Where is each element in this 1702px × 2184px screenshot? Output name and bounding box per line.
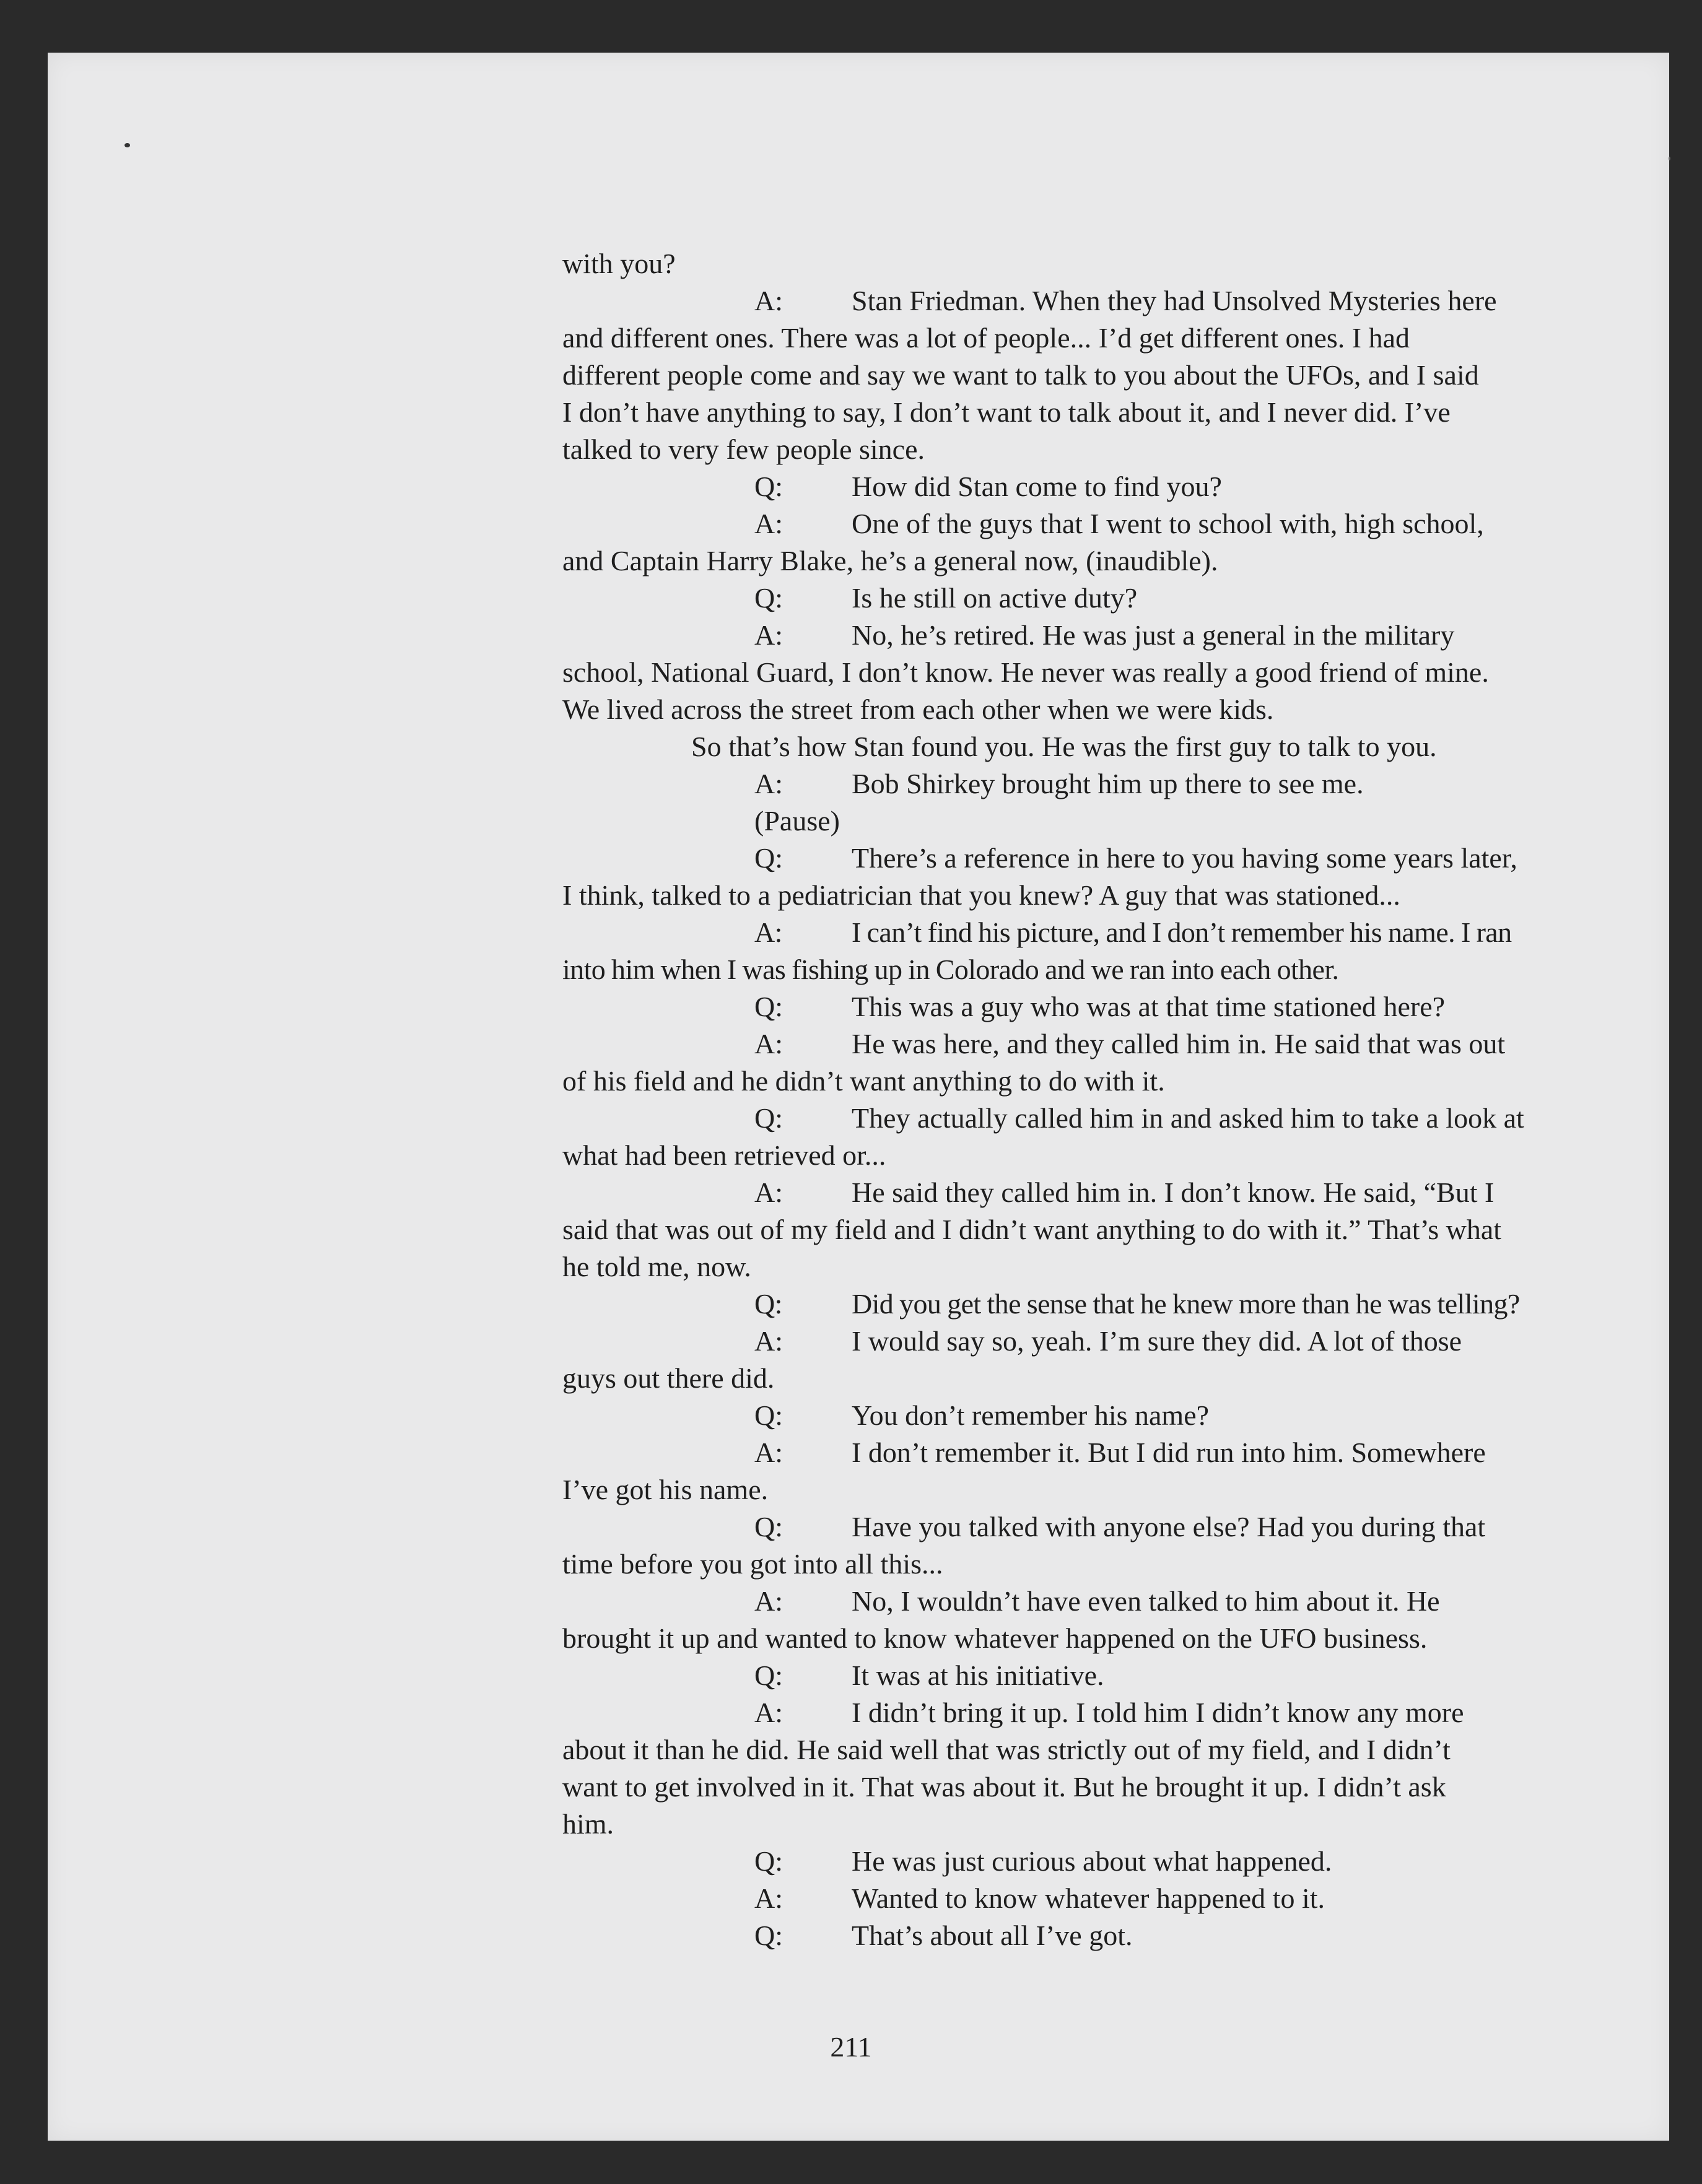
transcript-line — [562, 1063, 1553, 1100]
line-text: want to get involved in it. That was about it. But he brought it up. I didn’t ask — [562, 1771, 1446, 1803]
line-text: I’ve got his name. — [562, 1474, 769, 1505]
transcript-line — [562, 1025, 1553, 1063]
line-text: He was just curious about what happened. — [852, 1845, 1332, 1877]
transcript-line — [562, 1397, 1553, 1434]
line-text: brought it up and wanted to know whatever happened on the UFO business. — [562, 1622, 1428, 1654]
line-text: Is he still on active duty? — [852, 582, 1138, 614]
line-text: (Pause) — [754, 805, 840, 837]
speaker-label: Q: — [754, 1288, 782, 1320]
line-text: time before you got into all this... — [562, 1548, 943, 1580]
scan-speck — [124, 143, 130, 147]
line-text: with you? — [562, 248, 676, 279]
transcript-line — [562, 1100, 1553, 1137]
transcript-line — [562, 617, 1553, 654]
line-text: They actually called him in and asked him to take a look at — [852, 1102, 1524, 1134]
transcript-line — [562, 1546, 1553, 1583]
transcript-body — [562, 245, 1553, 1954]
transcript-line — [562, 1323, 1553, 1360]
line-text: about it than he did. He said well that was strictly out of my field, and I didn’t — [562, 1734, 1451, 1765]
transcript-line — [562, 1434, 1553, 1471]
transcript-line — [562, 1657, 1553, 1694]
speaker-label: Q: — [754, 582, 783, 614]
line-text: We lived across the street from each other when we were kids. — [562, 694, 1274, 725]
transcript-line — [562, 468, 1553, 505]
speaker-label: A: — [754, 768, 783, 799]
transcript-line — [562, 691, 1553, 728]
transcript-line — [562, 431, 1553, 468]
line-text: One of the guys that I went to school with, high school, — [852, 508, 1484, 539]
transcript-line — [562, 580, 1553, 617]
line-text: different people come and say we want to talk to you about the UFOs, and I said — [562, 359, 1479, 391]
line-text: and Captain Harry Blake, he’s a general now, (inaudible). — [562, 545, 1218, 576]
line-text: No, I wouldn’t have even talked to him about it. He — [852, 1585, 1440, 1617]
transcript-line — [562, 1471, 1553, 1508]
transcript-line — [562, 1731, 1553, 1769]
speaker-label: A: — [754, 916, 782, 948]
line-text: Have you talked with anyone else? Had you during that — [852, 1511, 1486, 1542]
speaker-label: Q: — [754, 1399, 783, 1431]
transcript-line — [562, 357, 1553, 394]
line-text: Stan Friedman. When they had Unsolved Mysteries here — [852, 285, 1497, 316]
transcript-line — [562, 765, 1553, 803]
transcript-line — [562, 320, 1553, 357]
page-number: 211 — [830, 2031, 872, 2063]
speaker-label: Q: — [754, 1660, 783, 1691]
transcript-line — [562, 1917, 1553, 1954]
transcript-line — [562, 1508, 1553, 1546]
transcript-line — [562, 951, 1553, 988]
line-text: He was here, and they called him in. He said that was out — [852, 1028, 1506, 1059]
line-text: Bob Shirkey brought him up there to see me. — [852, 768, 1364, 799]
speaker-label: A: — [754, 1028, 783, 1059]
transcript-line — [562, 282, 1553, 320]
transcript-line — [562, 1769, 1553, 1806]
speaker-label: A: — [754, 285, 783, 316]
line-text: he told me, now. — [562, 1251, 751, 1282]
line-text: Wanted to know whatever happened to it. — [852, 1882, 1325, 1914]
speaker-label: A: — [754, 1697, 783, 1728]
line-text: I think, talked to a pediatrician that you knew? A guy that was stationed... — [562, 879, 1400, 911]
transcript-line — [562, 1880, 1553, 1917]
speaker-label: A: — [754, 1437, 783, 1468]
line-text: You don’t remember his name? — [852, 1399, 1210, 1431]
line-text: Did you get the sense that he knew more than he was telling? — [852, 1288, 1520, 1320]
line-text: He said they called him in. I don’t know. He said, “But I — [852, 1177, 1495, 1208]
transcript-line — [562, 1137, 1553, 1174]
line-text: him. — [562, 1808, 614, 1840]
line-text: It was at his initiative. — [852, 1660, 1104, 1691]
speaker-label: Q: — [754, 1102, 783, 1134]
speaker-label: A: — [754, 1177, 783, 1208]
transcript-line — [562, 654, 1553, 691]
transcript-line — [562, 1620, 1553, 1657]
transcript-line — [562, 840, 1553, 877]
line-text: So that’s how Stan found you. He was the first guy to talk to you. — [691, 731, 1437, 762]
line-text: into him when I was fishing up in Colorado and we ran into each other. — [562, 954, 1339, 985]
speaker-label: Q: — [754, 991, 783, 1022]
transcript-line — [562, 803, 1553, 840]
transcript-line — [562, 542, 1553, 580]
line-text: what had been retrieved or... — [562, 1139, 886, 1171]
transcript-line — [562, 877, 1553, 914]
line-text: This was a guy who was at that time stationed here? — [852, 991, 1446, 1022]
speaker-label: A: — [754, 508, 783, 539]
transcript-line — [562, 1583, 1553, 1620]
transcript-line — [562, 1174, 1553, 1211]
transcript-line — [562, 505, 1553, 542]
transcript-line — [562, 1248, 1553, 1286]
speaker-label: Q: — [754, 471, 783, 502]
speaker-label: Q: — [754, 1845, 783, 1877]
transcript-line — [562, 1286, 1553, 1323]
scan-speck — [1669, 157, 1670, 160]
line-text: said that was out of my field and I didn’t want anything to do with it.” That’s what — [562, 1214, 1502, 1245]
speaker-label: A: — [754, 1325, 783, 1357]
line-text: I can’t find his picture, and I don’t remember his name. I ran — [852, 916, 1512, 948]
line-text: of his field and he didn’t want anything to do with it. — [562, 1065, 1165, 1097]
transcript-line — [562, 1843, 1553, 1880]
transcript-line — [562, 245, 1553, 282]
transcript-line — [562, 1211, 1553, 1248]
line-text: I don’t have anything to say, I don’t want to talk about it, and I never did. I’ve — [562, 396, 1451, 428]
transcript-line — [562, 914, 1553, 951]
transcript-line — [562, 394, 1553, 431]
line-text: and different ones. There was a lot of people... I’d get different ones. I had — [562, 322, 1410, 354]
transcript-line — [562, 1694, 1553, 1731]
line-text: I don’t remember it. But I did run into him. Somewhere — [852, 1437, 1486, 1468]
line-text: talked to very few people since. — [562, 433, 925, 465]
line-text: school, National Guard, I don’t know. He never was really a good friend of mine. — [562, 656, 1489, 688]
transcript-line — [562, 1360, 1553, 1397]
speaker-label: A: — [754, 619, 783, 651]
transcript-line — [562, 1806, 1553, 1843]
line-text: I would say so, yeah. I’m sure they did. A lot of those — [852, 1325, 1462, 1357]
speaker-label: Q: — [754, 1920, 783, 1951]
transcript-line — [562, 988, 1553, 1025]
speaker-label: Q: — [754, 1511, 783, 1542]
line-text: No, he’s retired. He was just a general in the military — [852, 619, 1455, 651]
line-text: That’s about all I’ve got. — [852, 1920, 1133, 1951]
line-text: I didn’t bring it up. I told him I didn’t know any more — [852, 1697, 1464, 1728]
line-text: guys out there did. — [562, 1362, 775, 1394]
transcript-line — [562, 728, 1553, 765]
speaker-label: A: — [754, 1585, 783, 1617]
speaker-label: A: — [754, 1882, 783, 1914]
line-text: How did Stan come to find you? — [852, 471, 1222, 502]
line-text: There’s a reference in here to you having some years later, — [852, 842, 1517, 874]
speaker-label: Q: — [754, 842, 783, 874]
